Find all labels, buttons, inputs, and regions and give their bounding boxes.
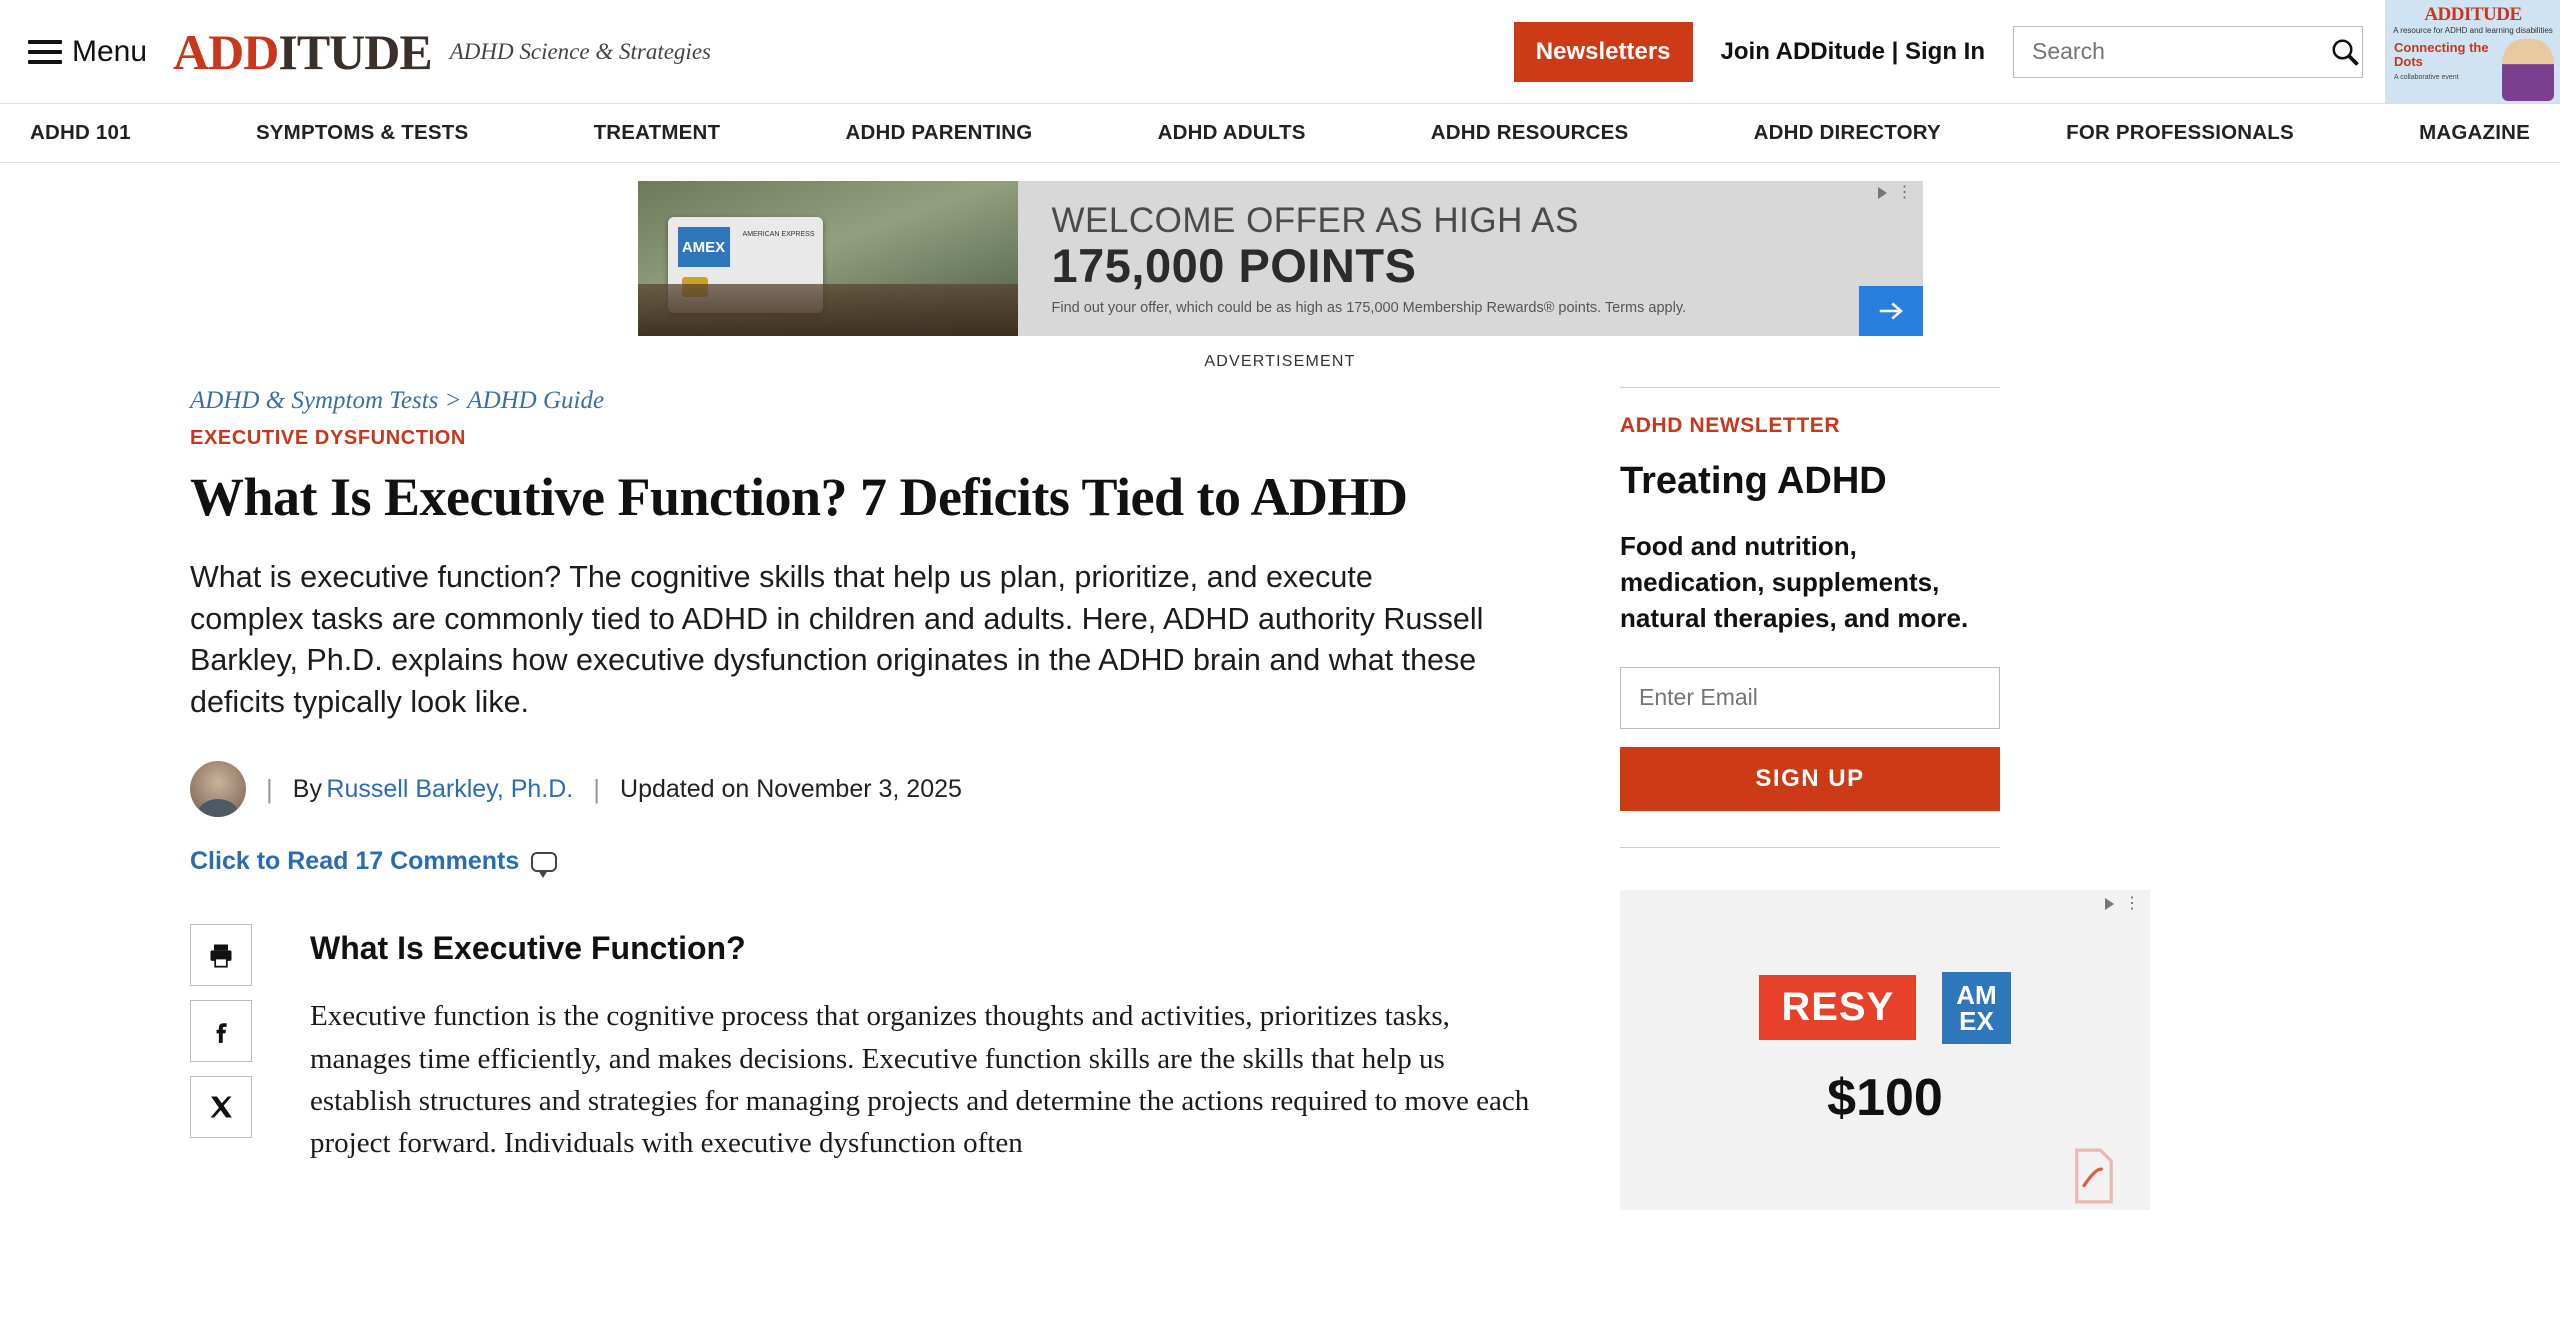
hamburger-icon [28,40,62,64]
signup-button[interactable]: SIGN UP [1620,747,2000,811]
amex-logo [1942,972,2010,1044]
sidebar-ad-brands [1759,972,2010,1044]
leaderboard-ad-image [638,181,1018,336]
ad-line-2: 175,000 POINTS [1051,238,1417,292]
corner-promo-ad[interactable] [2385,0,2560,103]
amex-line-2: EX [1959,1005,1994,1036]
sidebar-divider [1620,387,2000,388]
join-signin-link[interactable]: Join ADDitude | Sign In [1720,37,1985,65]
share-rail [190,924,310,1164]
logo-suffix: ITUDE [278,23,432,80]
menu-button[interactable] [28,35,147,69]
corner-ad-title: Connecting the Dots [2394,40,2489,69]
leaderboard-ad[interactable] [638,181,1923,336]
primary-nav [0,103,2560,163]
page-content [0,371,2560,1210]
header-actions [1514,0,2560,103]
print-icon [207,941,235,969]
amex-line-1: AM [1956,979,1997,1010]
x-twitter-icon [207,1093,235,1121]
email-field[interactable] [1620,667,2000,729]
nav-item-for-professionals[interactable]: FOR PROFESSIONALS [2066,121,2294,144]
page-title: What Is Executive Function? 7 Deficits Tied to ADHD [190,467,1408,527]
nav-item-adhd-101[interactable]: ADHD 101 [30,121,131,144]
ad-options-icon[interactable]: ⋮ [1896,184,1913,202]
nav-item-symptoms-tests[interactable]: SYMPTOMS & TESTS [255,121,469,144]
article-body [310,924,1580,1164]
arrow-right-icon [1876,296,1906,326]
sidebar-ad[interactable] [1620,890,2150,1210]
corner-ad-logo: ADDITUDE [2424,4,2522,25]
search-input[interactable] [2030,37,2330,66]
search-box[interactable] [2013,26,2363,78]
article-dek: What is executive function? The cognitive skills that help us plan, prioritize, and execute complex tasks are commonly tied to ADHD in children and adults. Here, ADHD authority Russell Barkley, Ph.D. explains how executive dysfunction originates in the ADHD brain and what these deficits typically look like. [190,560,1484,719]
leaderboard-ad-copy [1018,201,1687,316]
nav-item-adhd-parenting[interactable]: ADHD PARENTING [845,121,1033,144]
nav-item-adhd-adults[interactable]: ADHD ADULTS [1157,121,1306,144]
article-column [0,387,1620,1210]
ad-options-icon[interactable]: ⋮ [2124,894,2140,912]
corner-ad-person-image [2502,39,2554,101]
comments-label: Click to Read 17 Comments [190,847,520,876]
ad-line-3: Find out your offer, which could be as high as 175,000 Membership Rewards® points. Terms apply. [1051,300,1687,317]
author-name[interactable]: Russell Barkley, Ph.D. [326,774,574,803]
menu-label: Menu [72,34,148,68]
facebook-share-button[interactable] [190,1000,252,1062]
newsletter-description: Food and nutrition, medication, supplements, natural therapies, and more. [1620,531,1969,633]
logo-prefix: ADD [173,23,279,80]
search-icon[interactable] [2330,37,2360,67]
ad-choices-icon[interactable] [1878,187,1887,199]
ad-choices[interactable] [1878,184,1913,202]
comments-link[interactable] [190,847,1580,876]
amex-card-image [668,217,823,313]
byline-divider: | [593,773,601,804]
byline [190,761,1580,817]
nav-item-magazine[interactable]: MAGAZINE [2419,121,2531,144]
site-logo[interactable] [173,23,432,80]
nav-item-treatment[interactable]: TREATMENT [593,121,721,144]
site-tagline: ADHD Science & Strategies [449,38,711,64]
ad-line-1: WELCOME OFFER AS HIGH AS [1051,200,1579,240]
author-link[interactable] [326,775,573,804]
corner-ad-sub: A resource for ADHD and learning disabilities [2393,26,2553,35]
byline-prefix: By [292,774,322,803]
print-button[interactable] [190,924,252,986]
ad-choices-icon[interactable] [2105,898,2114,910]
byline-divider: | [266,773,273,804]
newsletter-title: Treating ADHD [1620,460,1887,502]
card-chip-icon [682,277,708,297]
nav-item-adhd-directory[interactable]: ADHD DIRECTORY [1753,121,1941,144]
sidebar-divider-2 [1620,847,2000,848]
sidebar-ad-price: $100 [1827,1068,1943,1127]
section-heading: What Is Executive Function? [310,930,746,967]
ad-cta-button[interactable] [1859,286,1923,336]
newsletter-kicker: ADHD NEWSLETTER [1620,414,1841,437]
body-paragraph: Executive function is the cognitive process that organizes thoughts and activities, prioritizes tasks, manages time efficiently, and makes decisions. Executive function skills are the skills that help us establish structures and strategies for managing projects and determine the actions required to move each project forward. Individuals with executive dysfunction often [310,1000,1530,1160]
nav-item-adhd-resources[interactable]: ADHD RESOURCES [1430,121,1629,144]
comment-bubble-icon [531,852,557,872]
site-header [0,0,2560,103]
amex-card-text: AMERICAN EXPRESS [742,231,815,238]
pdf-icon[interactable] [2068,1148,2120,1204]
sidebar-ad-choices[interactable] [2105,894,2140,912]
article-kicker[interactable]: EXECUTIVE DYSFUNCTION [190,427,466,449]
leaderboard-ad-zone [0,163,2560,371]
facebook-icon [207,1017,235,1045]
advertisement-label: ADVERTISEMENT [1204,353,1356,370]
sidebar [1620,387,2180,1210]
breadcrumb[interactable]: ADHD & Symptom Tests > ADHD Guide [190,387,605,414]
newsletters-button[interactable]: Newsletters [1514,22,1693,82]
resy-logo: RESY [1759,975,1916,1040]
corner-ad-foot: A collaborative event [2394,74,2459,82]
x-share-button[interactable] [190,1076,252,1138]
updated-date: Updated on November 3, 2025 [620,774,962,803]
article-body-wrap [190,924,1580,1164]
avatar [190,761,246,817]
amex-logo: AMEX [678,227,730,267]
